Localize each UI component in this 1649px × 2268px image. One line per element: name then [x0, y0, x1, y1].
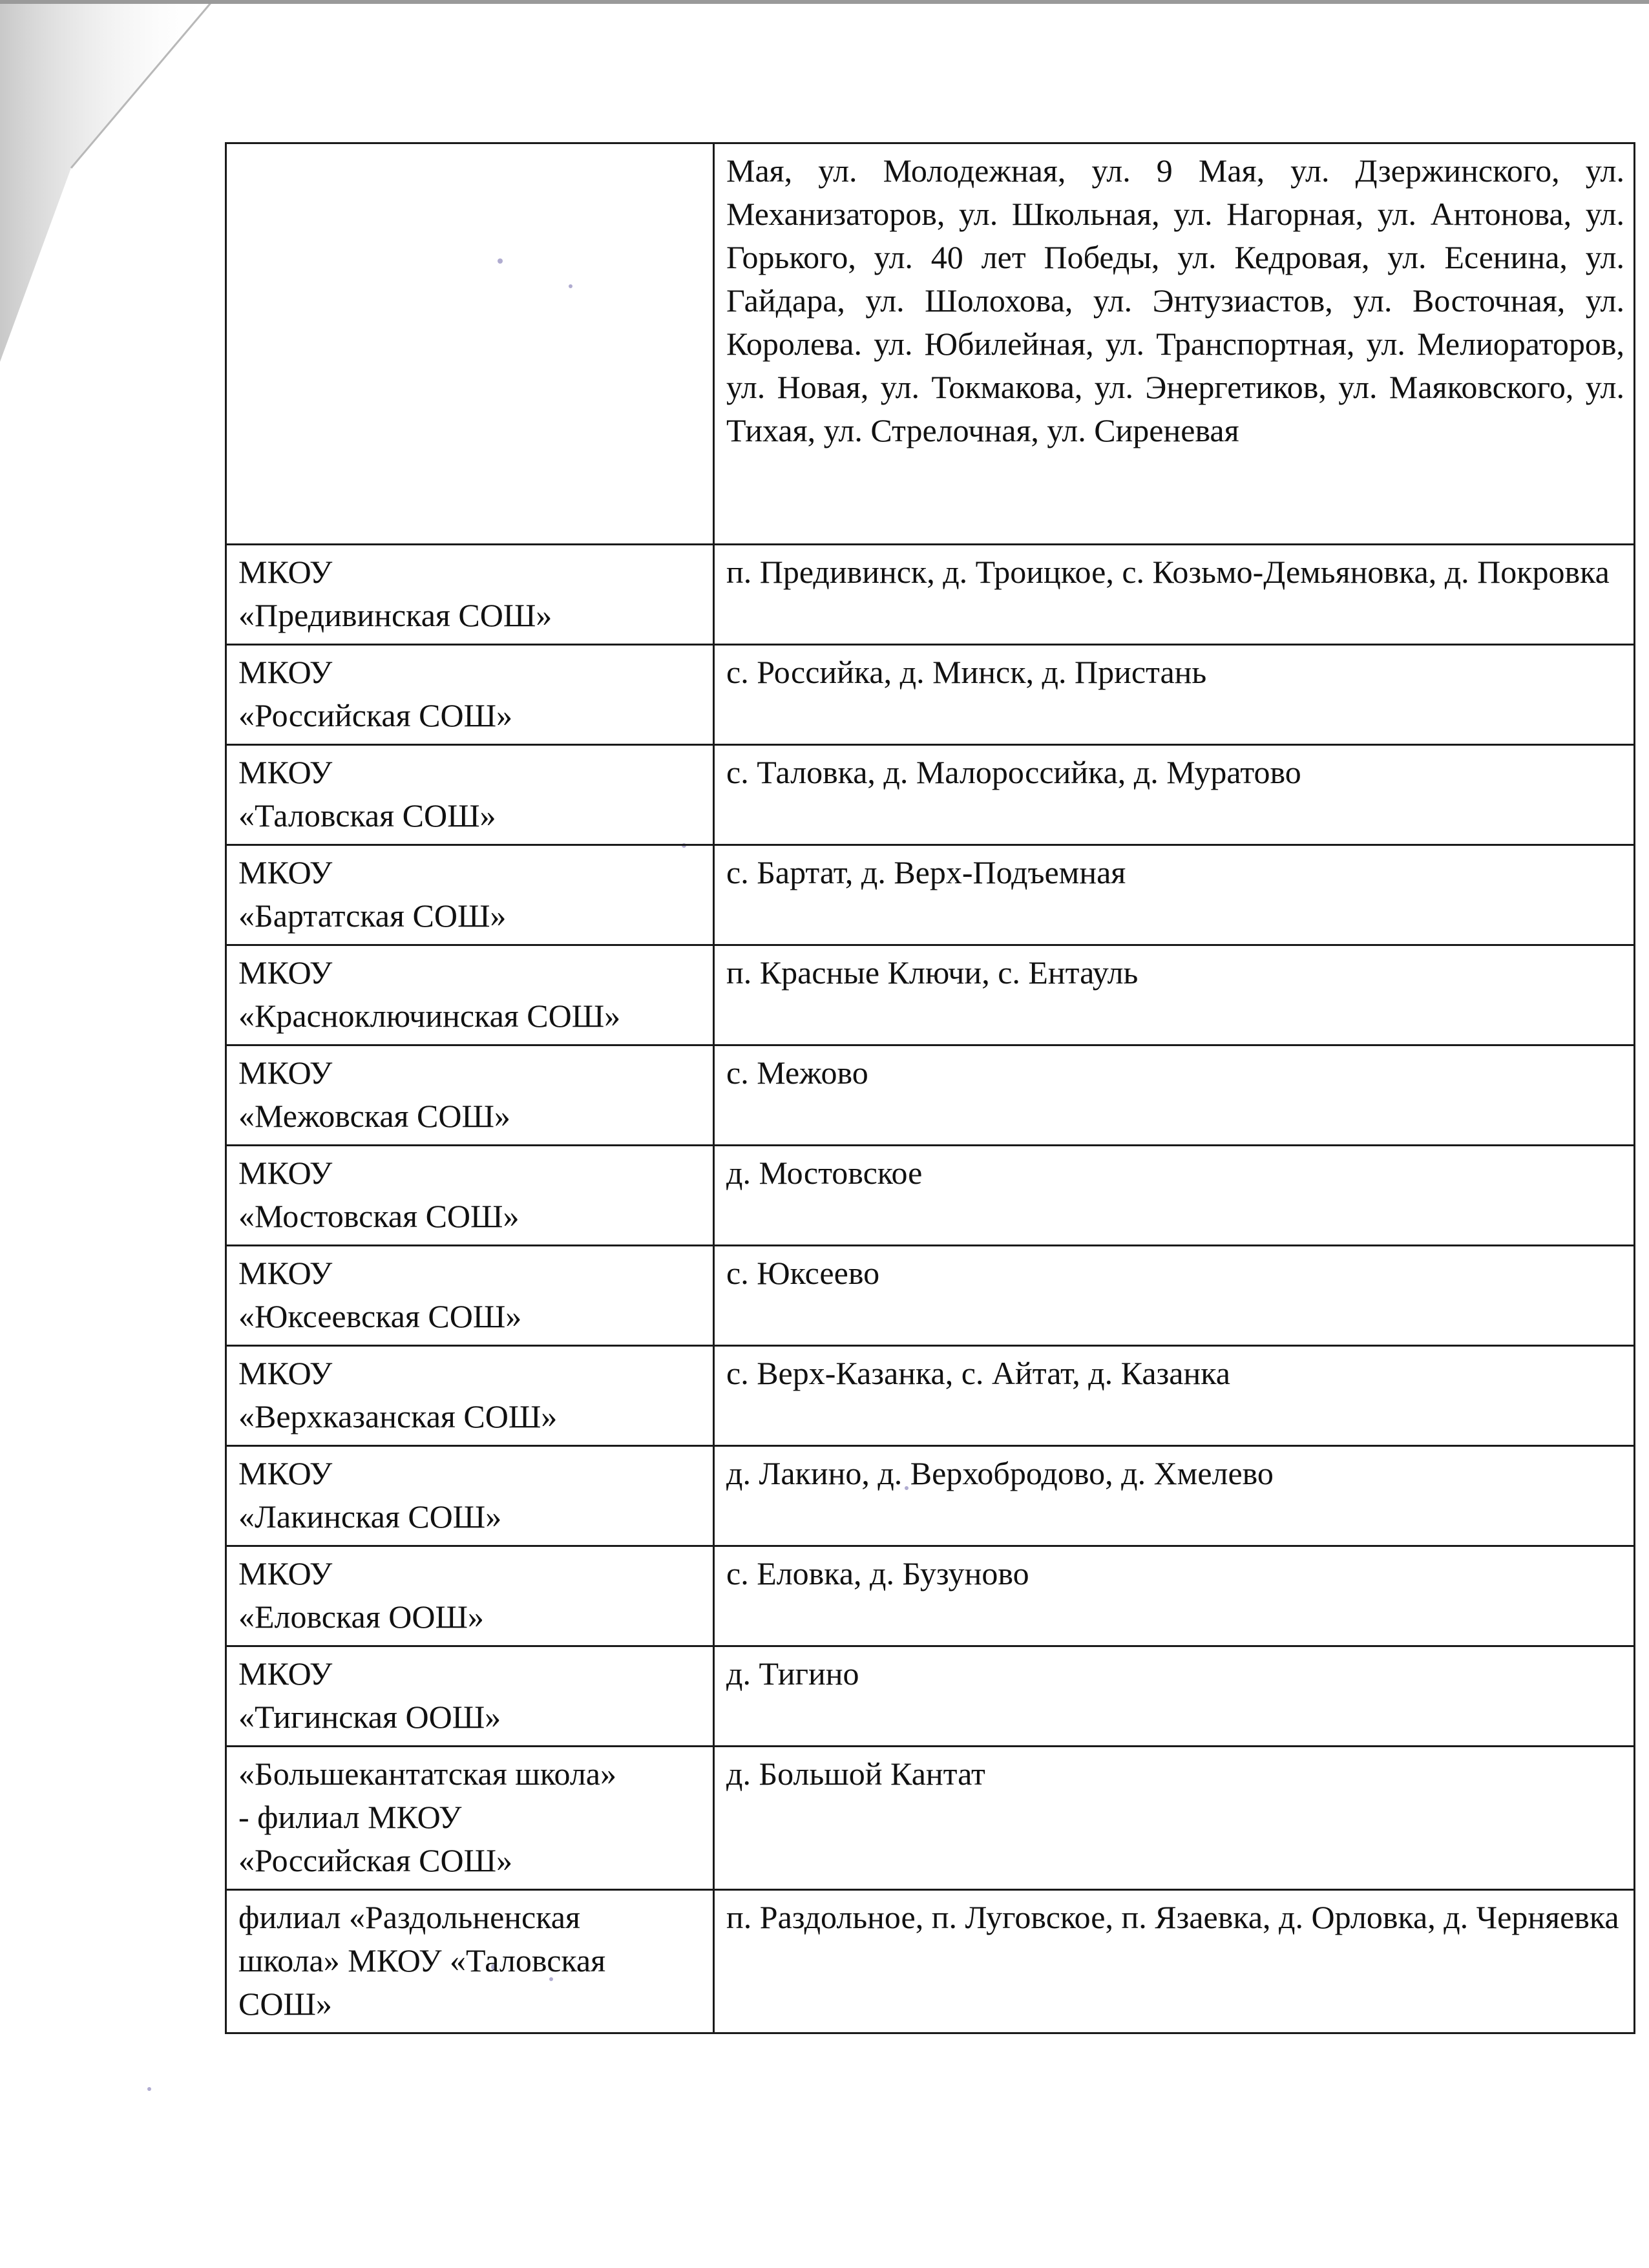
school-name-cell: [226, 545, 714, 645]
area-cell: с. Бартат, д. Верх-Подъемная: [714, 845, 1635, 945]
school-name-line: «Верхказанская СОШ»: [238, 1398, 558, 1434]
school-name-line: МКОУ: [238, 1055, 333, 1091]
area-cell: с. Верх-Казанка, с. Айтат, д. Казанка: [714, 1346, 1635, 1446]
table-row: [226, 645, 1635, 745]
school-name-cell: [226, 1246, 714, 1346]
school-name-line: «Лакинская СОШ»: [238, 1498, 502, 1535]
school-name-cell: [226, 845, 714, 945]
school-name-line: - филиал МКОУ: [238, 1799, 462, 1835]
school-name-cell: [226, 945, 714, 1045]
table-row: [226, 745, 1635, 845]
school-name-line: филиал «Раздольненская: [238, 1899, 580, 1935]
school-name-cell: [226, 1045, 714, 1146]
school-name-line: СОШ»: [238, 1986, 332, 2022]
school-name-line: «Большекантатская школа»: [238, 1756, 616, 1792]
area-cell: д. Тигино: [714, 1646, 1635, 1747]
school-name-line: «Российская СОШ»: [238, 1842, 513, 1878]
area-cell: д. Мостовское: [714, 1146, 1635, 1246]
school-name-cell: [226, 1890, 714, 2033]
area-cell: с. Юксеево: [714, 1246, 1635, 1346]
school-name-line: «Таловская СОШ»: [238, 797, 496, 834]
school-name-line: школа» МКОУ «Таловская: [238, 1942, 606, 1979]
area-cell: с. Российка, д. Минск, д. Пристань: [714, 645, 1635, 745]
area-cell: д. Лакино, д. Верхобродово, д. Хмелево: [714, 1446, 1635, 1546]
school-name-line: «Юксеевская СОШ»: [238, 1298, 522, 1334]
area-cell: с. Таловка, д. Малороссийка, д. Муратово: [714, 745, 1635, 845]
table-row: [226, 1446, 1635, 1546]
school-name-line: МКОУ: [238, 554, 333, 590]
school-name-line: «Красноключинская СОШ»: [238, 998, 621, 1034]
area-cell: д. Большой Кантат: [714, 1747, 1635, 1890]
table-row: [226, 1747, 1635, 1890]
school-name-line: «Еловская ООШ»: [238, 1599, 484, 1635]
school-name-line: МКОУ: [238, 1355, 333, 1391]
school-name-line: «Мостовская СОШ»: [238, 1198, 520, 1234]
area-cell: п. Предивинск, д. Троицкое, с. Козьмо-Демьяновка, д. Покровка: [714, 545, 1635, 645]
school-name-cell: [226, 1346, 714, 1446]
ink-spot: [147, 2087, 151, 2091]
table-row: [226, 1646, 1635, 1747]
school-name-line: МКОУ: [238, 1555, 333, 1591]
school-name-line: МКОУ: [238, 1455, 333, 1491]
table-row: [226, 1045, 1635, 1146]
table-row-continuation: [226, 143, 1635, 545]
school-name-cell: [226, 1546, 714, 1646]
area-cell: Мая, ул. Молодежная, ул. 9 Мая, ул. Дзержинского, ул. Механизаторов, ул. Школьная, ул. Нагорная, ул. Антонова, ул. Горького, ул. 40 лет Победы, ул. Кедровая, ул. Есенина, ул. Гайдара, ул. Шолохова, ул. Энтузиастов, ул. Восточная, ул. Королева. ул. Юбилейная, ул. Транспортная, ул. Мелиораторов, ул. Новая, ул. Токмакова, ул. Энергетиков, ул. Маяковского, ул. Тихая, ул. Стрелочная, ул. Сиреневая: [714, 143, 1635, 545]
school-name-line: МКОУ: [238, 1155, 333, 1191]
school-name-line: МКОУ: [238, 954, 333, 991]
table-row: [226, 1246, 1635, 1346]
school-name-line: «Российская СОШ»: [238, 697, 513, 733]
school-name-line: МКОУ: [238, 1255, 333, 1291]
school-name-cell: [226, 1146, 714, 1246]
table-row: [226, 945, 1635, 1045]
school-name-cell: [226, 645, 714, 745]
table-row: [226, 545, 1635, 645]
table-row: [226, 845, 1635, 945]
area-cell: п. Красные Ключи, с. Ентауль: [714, 945, 1635, 1045]
table-row: [226, 1146, 1635, 1246]
school-name-line: «Межовская СОШ»: [238, 1098, 510, 1134]
school-name-cell: [226, 1446, 714, 1546]
table-row: [226, 1890, 1635, 2033]
area-cell: с. Межово: [714, 1045, 1635, 1146]
school-name-line: «Бартатская СОШ»: [238, 898, 507, 934]
school-name-line: МКОУ: [238, 854, 333, 890]
area-cell: с. Еловка, д. Бузуново: [714, 1546, 1635, 1646]
school-name-cell: [226, 1747, 714, 1890]
school-name-line: МКОУ: [238, 654, 333, 690]
school-territory-table: [225, 142, 1635, 2034]
area-cell: п. Раздольное, п. Луговское, п. Язаевка, д. Орловка, д. Черняевка: [714, 1890, 1635, 2033]
school-name-cell: [226, 745, 714, 845]
table-row: [226, 1346, 1635, 1446]
school-name-line: «Тигинская ООШ»: [238, 1699, 501, 1735]
school-name-cell: [226, 1646, 714, 1747]
table-row: [226, 1546, 1635, 1646]
school-name-line: «Предивинская СОШ»: [238, 597, 552, 633]
school-name-line: МКОУ: [238, 1655, 333, 1692]
school-cell-empty: [226, 143, 714, 545]
school-name-line: МКОУ: [238, 754, 333, 790]
